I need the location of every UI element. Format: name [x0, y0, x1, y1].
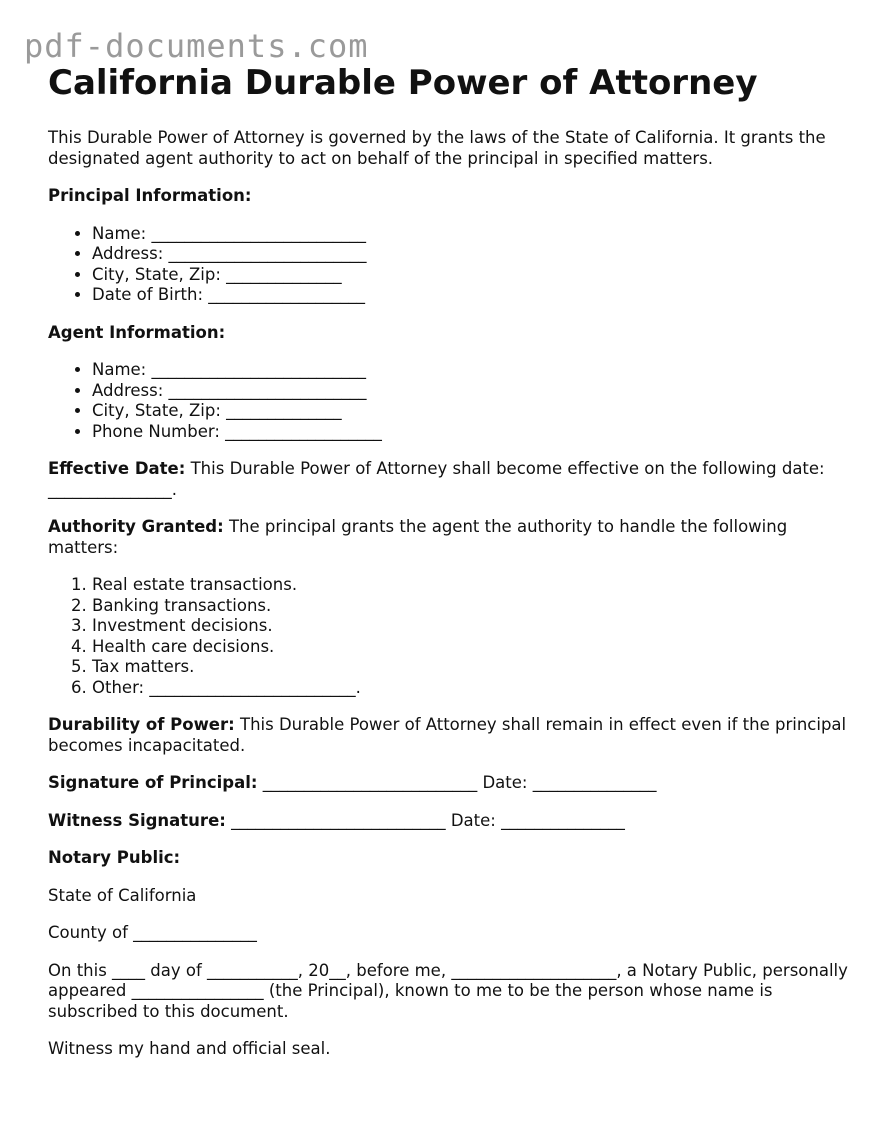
- document-body: [48, 60, 848, 1060]
- principal-signature-blanks: __________________________ Date: _______________: [257, 773, 657, 792]
- principal-info-list: [48, 224, 848, 306]
- effective-date-text: This Durable Power of Attorney shall become effective on the following date: _______________.: [48, 459, 825, 499]
- authority-list: [48, 575, 848, 698]
- principal-city-state-zip-field: • City, State, Zip: ______________: [92, 265, 848, 286]
- witness-signature-label: Witness Signature:: [48, 810, 226, 830]
- witness-signature-line: [48, 811, 848, 832]
- principal-name-field: • Name: __________________________: [92, 224, 848, 245]
- authority-paragraph: [48, 517, 848, 558]
- authority-item: 3. Investment decisions.: [92, 616, 848, 637]
- authority-item: 5. Tax matters.: [92, 657, 848, 678]
- notary-closing: Witness my hand and official seal.: [48, 1039, 331, 1058]
- principal-heading: Principal Information:: [48, 186, 252, 205]
- durability-paragraph: [48, 715, 848, 756]
- watermark: pdf-documents.com: [24, 27, 369, 65]
- authority-item: 1. Real estate transactions.: [92, 575, 848, 596]
- notary-heading: Notary Public:: [48, 848, 181, 867]
- agent-city-state-zip-field: • City, State, Zip: ______________: [92, 401, 848, 422]
- effective-date-label: Effective Date:: [48, 459, 186, 478]
- effective-date-paragraph: [48, 459, 848, 500]
- witness-signature-blanks: __________________________ Date: _______________: [225, 810, 625, 830]
- principal-dob-field: • Date of Birth: ___________________: [92, 285, 848, 306]
- agent-heading: Agent Information:: [48, 322, 226, 342]
- principal-signature-line: [48, 773, 848, 794]
- notary-county: County of _______________: [48, 923, 257, 942]
- authority-text: The principal grants the agent the authority to handle the following matters:: [48, 517, 788, 557]
- agent-address-field: • Address: ________________________: [92, 381, 848, 402]
- authority-item: 2. Banking transactions.: [92, 596, 848, 617]
- principal-signature-label: Signature of Principal:: [48, 773, 258, 792]
- principal-address-field: • Address: ________________________: [92, 244, 848, 265]
- authority-item: 6. Other: _________________________.: [92, 678, 848, 699]
- notary-body: On this ____ day of ___________, 20__, before me, ____________________, a Notary Public, personally appeared ________________ (the Principal), known to me to be the person whose name is subscribed to this document.: [48, 960, 848, 1021]
- notary-state: State of California: [48, 885, 197, 905]
- durability-text: This Durable Power of Attorney shall remain in effect even if the principal becomes incapacitated.: [48, 715, 847, 755]
- agent-phone-field: • Phone Number: ___________________: [92, 422, 848, 443]
- durability-label: Durability of Power:: [48, 715, 235, 734]
- authority-label: Authority Granted:: [48, 517, 224, 536]
- authority-item: 4. Health care decisions.: [92, 637, 848, 658]
- document-title: California Durable Power of Attorney: [48, 63, 758, 103]
- intro-paragraph: This Durable Power of Attorney is governed by the laws of the State of California. It grants the designated agent authority to act on behalf of the principal in specified matters.: [48, 128, 826, 168]
- agent-name-field: • Name: __________________________: [92, 360, 848, 381]
- agent-info-list: [48, 360, 848, 442]
